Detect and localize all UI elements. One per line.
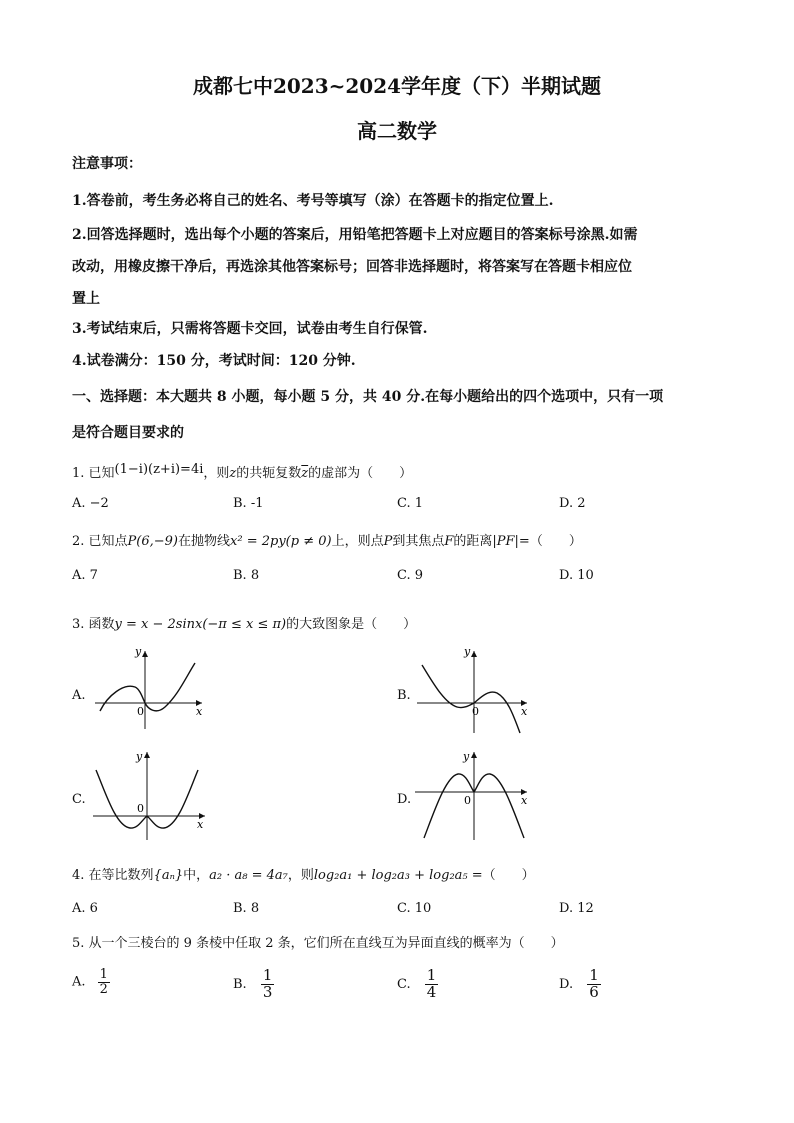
q4-seq: {aₙ}: [153, 868, 184, 883]
y-arrow: [142, 651, 148, 657]
axis-x-label: x: [521, 794, 528, 807]
q2-option-a: A. 7: [72, 568, 98, 583]
notes-heading: 注意事项：: [72, 156, 142, 172]
q4-option-d: D. 12: [559, 901, 594, 916]
q4-suffix: （ ）: [482, 868, 535, 883]
y-arrow: [144, 752, 150, 758]
numerator: 1: [589, 966, 599, 984]
q4-expr: log₂a₁ + log₂a₃ + log₂a₅ =: [313, 868, 483, 883]
y-arrow: [471, 752, 477, 758]
q5-option-b-fraction: [261, 968, 275, 1001]
axis-y-label: y: [464, 645, 471, 658]
q3-option-d-label: D.: [397, 792, 412, 807]
q5-option-b: [233, 968, 274, 1001]
q1-prefix: 1. 已知: [72, 466, 115, 481]
numerator: 1: [99, 967, 108, 982]
axis-y-label: y: [135, 645, 142, 658]
section-heading: 一、选择题：本大题共 8 小题，每小题 5 分，共 40 分.在每小题给出的四个选项中，只有一项: [72, 389, 664, 405]
curve: [422, 665, 520, 733]
q5-option-a: [72, 968, 110, 996]
q5-option-d-label: D.: [559, 976, 574, 992]
axis-y-label: y: [136, 750, 143, 763]
q2-option-c: C. 9: [397, 568, 424, 583]
q2-option-b: B. 8: [233, 568, 260, 583]
note-line: 2.回答选择题时，选出每个小题的答案后，用铅笔把答题卡上对应题目的答案标号涂黑.如需: [72, 227, 638, 243]
q4-prefix: 4. 在等比数列: [72, 868, 154, 883]
q5-option-d: [559, 968, 601, 1001]
q1-option-d: D. 2: [559, 496, 586, 511]
q1-zbar: $\overline{z}$: [301, 466, 309, 481]
q1-mid: ，则: [203, 466, 230, 481]
q3-graph-d: [412, 748, 537, 843]
q1-mid2: 的共轭复数: [236, 466, 302, 481]
q3-suffix: 的大致图象是（ ）: [286, 617, 417, 632]
q5-option-a-fraction: [98, 968, 110, 996]
note-line: 1.答卷前，考生务必将自己的姓名、考号等填写（涂）在答题卡的指定位置上.: [72, 193, 554, 209]
denominator: 3: [262, 982, 273, 1001]
q4-mid: 中，: [183, 868, 210, 883]
q2-parabola: x² = 2py(p ≠ 0): [230, 534, 332, 549]
q5-option-c-fraction: [425, 968, 439, 1001]
q5-option-a-label: A.: [72, 974, 86, 990]
denominator: 2: [99, 981, 108, 997]
question-2: [72, 530, 582, 549]
origin-label: 0: [137, 705, 144, 718]
q4-mid2: ，则: [287, 868, 314, 883]
q2-point: P(6,−9): [127, 534, 179, 549]
numerator: 1: [262, 966, 273, 984]
q4-cond: a₂ · a₈ = 4a₇: [209, 868, 288, 883]
axis-x-label: x: [521, 705, 528, 718]
note-line: 改动，用橡皮擦干净后，再选涂其他答案标号；回答非选择题时，将答案写在答题卡相应位: [72, 259, 632, 275]
q1-suffix: 的虚部为（ ）: [308, 466, 413, 481]
origin-label: 0: [464, 794, 471, 807]
q2-prefix: 2. 已知点: [72, 534, 128, 549]
axis-x-label: x: [196, 705, 203, 718]
q1-formula: (1−i)(z+i)=4i: [114, 462, 204, 477]
denominator: 6: [589, 982, 599, 1001]
q3-option-c-label: C.: [72, 792, 86, 807]
origin-label: 0: [472, 705, 479, 718]
question-3: [72, 613, 416, 632]
q3-graph-c: [90, 748, 215, 843]
q2-suffix: =（ ）: [518, 534, 582, 549]
note-line: 4.试卷满分：150 分，考试时间：120 分钟.: [72, 353, 356, 369]
question-4: [72, 864, 535, 883]
q1-z: z: [229, 466, 237, 481]
page-title: 成都七中2023~2024学年度（下）半期试题: [192, 74, 602, 98]
q2-option-d: D. 10: [559, 568, 594, 583]
note-line: 3.考试结束后，只需将答题卡交回，试卷由考生自行保管.: [72, 321, 428, 337]
q2-f: F: [444, 534, 454, 549]
q1-option-c: C. 1: [397, 496, 424, 511]
q3-prefix: 3. 函数: [72, 617, 115, 632]
q3-option-a-label: A.: [72, 688, 86, 703]
axis-y-label: y: [463, 750, 470, 763]
q1-option-b: B. -1: [233, 496, 264, 511]
origin-label: 0: [137, 802, 144, 815]
numerator: 1: [426, 966, 437, 984]
q4-option-b: B. 8: [233, 901, 260, 916]
question-1: [72, 462, 412, 481]
q4-option-c: C. 10: [397, 901, 432, 916]
q3-graph-b: [412, 645, 537, 740]
q2-mid3: 到其焦点: [392, 534, 445, 549]
q2-dist: |PF|: [492, 534, 519, 549]
q5-option-c: [397, 968, 438, 1001]
question-5: 5. 从一个三棱台的 9 条棱中任取 2 条，它们所在直线互为异面直线的概率为（ ）: [72, 936, 564, 951]
q3-option-b-label: B.: [397, 688, 411, 703]
q2-mid4: 的距离: [453, 534, 493, 549]
q2-mid: 在抛物线: [178, 534, 231, 549]
q5-option-b-label: B.: [233, 976, 247, 992]
q5-option-c-label: C.: [397, 976, 411, 992]
curve: [100, 663, 195, 711]
note-line: 置上: [72, 291, 100, 307]
page-subtitle: 高二数学: [357, 119, 437, 143]
q3-func: y = x − 2sinx(−π ≤ x ≤ π): [114, 617, 287, 632]
y-arrow: [471, 651, 477, 657]
axis-x-label: x: [197, 818, 204, 831]
q1-option-a: A. −2: [72, 496, 109, 511]
q5-option-d-fraction: [587, 968, 601, 1001]
denominator: 4: [426, 982, 437, 1001]
q4-option-a: A. 6: [72, 901, 98, 916]
q3-graph-a: [90, 645, 210, 735]
q2-p: P: [383, 534, 393, 549]
q2-mid2: 上，则点: [331, 534, 384, 549]
section-heading-cont: 是符合题目要求的: [72, 425, 184, 441]
